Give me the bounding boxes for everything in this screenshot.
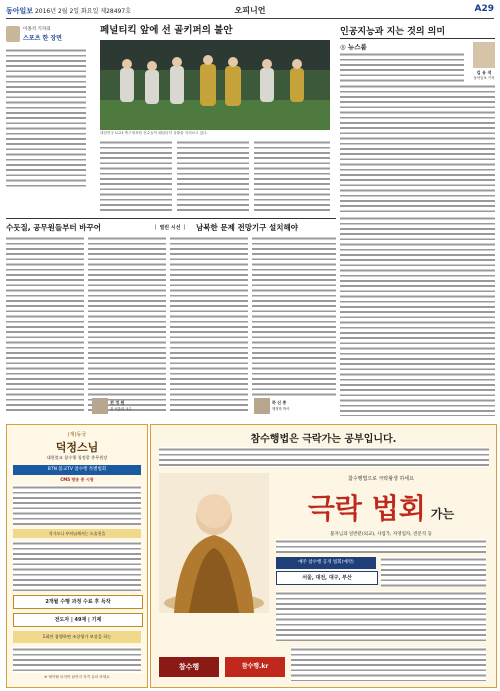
row2-col1 bbox=[6, 236, 84, 412]
page-header bbox=[6, 4, 494, 19]
ad-right-cities: 서울, 대전, 대구, 부산 bbox=[276, 571, 378, 585]
right-body-continue bbox=[340, 216, 495, 416]
ad-left-subtitle: 대한불교 참수행 청정종 총무원장 bbox=[46, 455, 108, 460]
right-byline-sub: 동아일보 기자 bbox=[473, 76, 495, 80]
sports-column-body bbox=[6, 48, 86, 190]
right-body-main bbox=[340, 84, 495, 212]
author-photo bbox=[6, 26, 20, 42]
contributor-name-2: 하 신 종 bbox=[272, 400, 287, 405]
column-title: 스포츠 한 장면 bbox=[23, 35, 62, 42]
row2-col3 bbox=[170, 236, 248, 412]
reporter-photo bbox=[473, 42, 495, 68]
section-title: 오피니언 bbox=[234, 6, 266, 15]
ad-right-big-suffix: 가는 bbox=[430, 507, 455, 521]
contributor-name-1: 전 정 원 bbox=[110, 400, 125, 405]
ad-left-line-4: 1회만 참행하면 조상영가 보장을 하는 bbox=[13, 631, 141, 643]
row2-right-headline: 남북한 문제 전망기구 설치해야 bbox=[196, 223, 299, 232]
ad-left-line-3: 전도자 | 49재 | 기제 bbox=[13, 613, 143, 627]
right-rule bbox=[340, 38, 495, 39]
ad-left bbox=[6, 424, 148, 688]
ad-right-title-wrap bbox=[276, 487, 486, 527]
monk-figure bbox=[159, 473, 269, 613]
ad-right bbox=[150, 424, 497, 688]
newsroom-label: ◎ 뉴스룸 bbox=[340, 43, 367, 51]
row2-col2 bbox=[88, 236, 166, 412]
contributor-photo-2 bbox=[254, 398, 270, 414]
soccer-photo bbox=[100, 40, 330, 130]
ad-left-cms: CMS 방송 중 시청 bbox=[60, 477, 94, 482]
ad-left-line-2: 2개월 수행 과정 수료 후 득작 bbox=[13, 595, 143, 609]
ad-right-body-4 bbox=[276, 591, 486, 641]
ad-right-top: 참수행법은 극락가는 공부입니다. bbox=[250, 434, 397, 445]
ad-left-body-2 bbox=[13, 541, 141, 591]
row2-divider bbox=[6, 218, 336, 219]
ad-left-body bbox=[13, 485, 141, 525]
contributor-title-2: 행정학 박사 bbox=[272, 407, 290, 411]
ad-right-site: 참수행.kr bbox=[225, 657, 285, 677]
right-byline: 김 유 석 bbox=[476, 70, 492, 75]
right-body-top bbox=[340, 52, 464, 82]
ad-right-body-3 bbox=[381, 557, 486, 587]
ad-right-body bbox=[159, 447, 489, 467]
ad-left-body-3 bbox=[13, 647, 141, 673]
main-body-col2 bbox=[177, 140, 249, 212]
row2-col4 bbox=[252, 236, 336, 396]
contributor-photo-1 bbox=[92, 398, 108, 414]
photo-caption: 대한민국 U-23 축구대표팀 선수들이 페널티킥 상황을 지켜보고 있다. bbox=[100, 131, 208, 135]
open-view-label: ｜ 열린 시선 ｜ bbox=[152, 225, 188, 231]
ad-right-intro: 참수행법으로 극락왕생 하세요 bbox=[348, 476, 414, 482]
ad-right-big-title: 극락 법회 bbox=[307, 492, 426, 525]
ad-right-body-2 bbox=[276, 539, 486, 553]
main-body-col1 bbox=[100, 140, 172, 212]
main-headline: 페널티킥 앞에 선 골키퍼의 불안 bbox=[100, 25, 233, 36]
ad-right-brand: 참수행 bbox=[159, 657, 219, 677]
masthead: 동아일보 2016년 2월 2일 화요일 제28497호 bbox=[6, 7, 131, 15]
ad-left-line-1: 석가모니 부처님께서는 도솔천을 bbox=[13, 529, 141, 538]
ad-left-footer: ※ 제약될 마지막 날까지 자격 유의 하세요 bbox=[44, 675, 110, 679]
contributor-title-1: 전 서울대 교수 bbox=[110, 407, 132, 411]
ad-right-body-5 bbox=[291, 647, 486, 681]
ad-left-title: 덕정스님 bbox=[55, 441, 99, 454]
ad-right-schedule: 매주 참수행 공개 법회(예약) bbox=[276, 557, 376, 569]
row2-left-headline: 수둣질, 공무원들부터 바꾸어 bbox=[6, 223, 102, 232]
ad-right-subtitle: 불자님과 일반분(외교), 사업가, 자영업자, 전문직 등 bbox=[330, 532, 432, 537]
right-headline: 인공지능과 지는 것의 의미 bbox=[340, 27, 446, 37]
page-number: A29 bbox=[474, 4, 494, 14]
ad-left-sponsor: (재)동국 bbox=[67, 432, 87, 438]
main-body-col3 bbox=[254, 140, 330, 212]
column-label bbox=[6, 24, 86, 44]
column-author: 이종석 기자의 bbox=[23, 27, 51, 32]
ad-left-program: BTN 불교TV 참수행 특별법회 bbox=[13, 465, 141, 475]
